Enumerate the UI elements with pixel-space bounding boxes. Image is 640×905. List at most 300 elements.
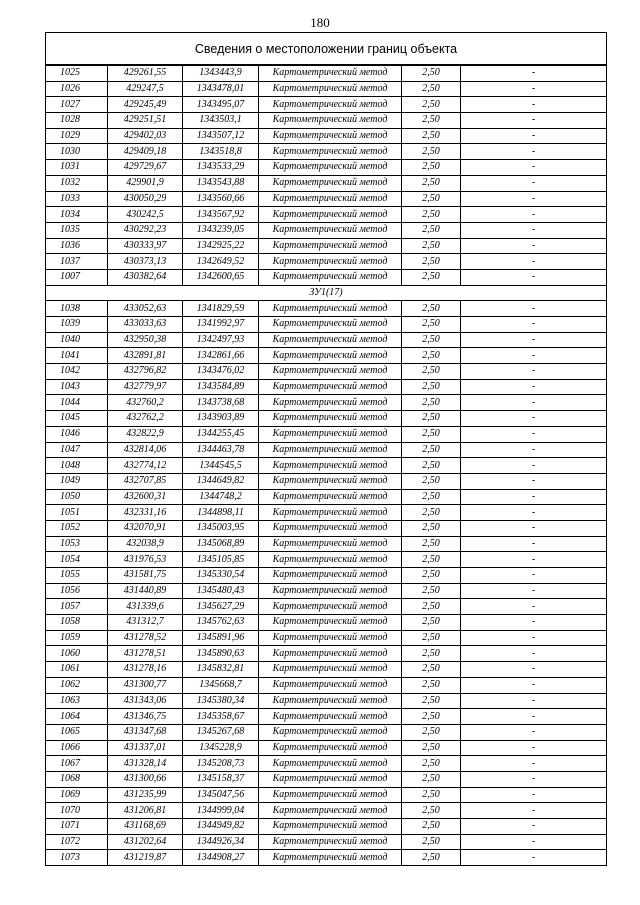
method-cell: Картометрический метод <box>259 834 402 850</box>
point-number-cell: 1069 <box>46 787 108 803</box>
x-coordinate-cell: 431337,01 <box>108 740 183 756</box>
method-cell: Картометрический метод <box>259 787 402 803</box>
y-coordinate-cell: 1345762,63 <box>183 615 259 631</box>
y-coordinate-cell: 1344999,04 <box>183 803 259 819</box>
x-coordinate-cell: 433052,63 <box>108 301 183 317</box>
table-row <box>46 803 607 819</box>
y-coordinate-cell: 1345047,56 <box>183 787 259 803</box>
y-coordinate-cell: 1343543,88 <box>183 175 259 191</box>
description-cell: - <box>461 819 607 835</box>
precision-cell: 2,50 <box>402 646 461 662</box>
y-coordinate-cell: 1344255,45 <box>183 426 259 442</box>
section-group <box>46 285 607 301</box>
method-cell: Картометрический метод <box>259 411 402 427</box>
precision-cell: 2,50 <box>402 489 461 505</box>
description-cell: - <box>461 301 607 317</box>
y-coordinate-cell: 1343478,01 <box>183 81 259 97</box>
method-cell: Картометрический метод <box>259 803 402 819</box>
method-cell: Картометрический метод <box>259 97 402 113</box>
precision-cell: 2,50 <box>402 128 461 144</box>
x-coordinate-cell: 431300,77 <box>108 677 183 693</box>
y-coordinate-cell: 1341829,59 <box>183 301 259 317</box>
x-coordinate-cell: 432779,97 <box>108 379 183 395</box>
method-cell: Картометрический метод <box>259 207 402 223</box>
precision-cell: 2,50 <box>402 191 461 207</box>
y-coordinate-cell: 1343503,1 <box>183 113 259 129</box>
coordinates-table <box>45 65 607 866</box>
table-row <box>46 850 607 866</box>
description-cell: - <box>461 693 607 709</box>
precision-cell: 2,50 <box>402 803 461 819</box>
page-number: 180 <box>310 15 330 30</box>
x-coordinate-cell: 429402,03 <box>108 128 183 144</box>
y-coordinate-cell: 1344463,78 <box>183 442 259 458</box>
x-coordinate-cell: 432950,38 <box>108 332 183 348</box>
description-cell: - <box>461 191 607 207</box>
y-coordinate-cell: 1343584,89 <box>183 379 259 395</box>
method-cell: Картометрический метод <box>259 850 402 866</box>
precision-cell: 2,50 <box>402 693 461 709</box>
precision-cell: 2,50 <box>402 395 461 411</box>
method-cell: Картометрический метод <box>259 269 402 285</box>
x-coordinate-cell: 430292,23 <box>108 222 183 238</box>
precision-cell: 2,50 <box>402 175 461 191</box>
table-row <box>46 740 607 756</box>
x-coordinate-cell: 429251,51 <box>108 113 183 129</box>
point-number-cell: 1040 <box>46 332 108 348</box>
y-coordinate-cell: 1345668,7 <box>183 677 259 693</box>
method-cell: Картометрический метод <box>259 646 402 662</box>
table-row <box>46 348 607 364</box>
description-cell: - <box>461 489 607 505</box>
y-coordinate-cell: 1344748,2 <box>183 489 259 505</box>
method-cell: Картометрический метод <box>259 426 402 442</box>
point-number-cell: 1065 <box>46 724 108 740</box>
x-coordinate-cell: 430333,97 <box>108 238 183 254</box>
y-coordinate-cell: 1343903,89 <box>183 411 259 427</box>
point-number-cell: 1025 <box>46 66 108 82</box>
description-cell: - <box>461 787 607 803</box>
method-cell: Картометрический метод <box>259 317 402 333</box>
point-number-cell: 1038 <box>46 301 108 317</box>
precision-cell: 2,50 <box>402 819 461 835</box>
point-number-cell: 1051 <box>46 505 108 521</box>
method-cell: Картометрический метод <box>259 66 402 82</box>
x-coordinate-cell: 431278,52 <box>108 630 183 646</box>
description-cell: - <box>461 97 607 113</box>
y-coordinate-cell: 1345228,9 <box>183 740 259 756</box>
precision-cell: 2,50 <box>402 113 461 129</box>
table-row <box>46 536 607 552</box>
description-cell: - <box>461 175 607 191</box>
point-number-cell: 1071 <box>46 819 108 835</box>
method-cell: Картометрический метод <box>259 740 402 756</box>
rows-group-b <box>46 301 607 866</box>
point-number-cell: 1053 <box>46 536 108 552</box>
precision-cell: 2,50 <box>402 301 461 317</box>
y-coordinate-cell: 1345890,63 <box>183 646 259 662</box>
method-cell: Картометрический метод <box>259 662 402 678</box>
table-row <box>46 411 607 427</box>
description-cell: - <box>461 144 607 160</box>
y-coordinate-cell: 1345208,73 <box>183 756 259 772</box>
table-row <box>46 97 607 113</box>
y-coordinate-cell: 1343533,29 <box>183 160 259 176</box>
x-coordinate-cell: 431206,81 <box>108 803 183 819</box>
point-number-cell: 1044 <box>46 395 108 411</box>
table-row <box>46 113 607 129</box>
x-coordinate-cell: 429729,67 <box>108 160 183 176</box>
precision-cell: 2,50 <box>402 254 461 270</box>
y-coordinate-cell: 1342925,22 <box>183 238 259 254</box>
point-number-cell: 1057 <box>46 599 108 615</box>
x-coordinate-cell: 432774,12 <box>108 458 183 474</box>
table-row <box>46 599 607 615</box>
method-cell: Картометрический метод <box>259 379 402 395</box>
table-row <box>46 160 607 176</box>
x-coordinate-cell: 432891,81 <box>108 348 183 364</box>
description-cell: - <box>461 238 607 254</box>
method-cell: Картометрический метод <box>259 505 402 521</box>
y-coordinate-cell: 1345480,43 <box>183 583 259 599</box>
x-coordinate-cell: 432760,2 <box>108 395 183 411</box>
point-number-cell: 1049 <box>46 473 108 489</box>
description-cell: - <box>461 81 607 97</box>
description-cell: - <box>461 395 607 411</box>
section-label: ЗУ1(17) <box>46 285 607 301</box>
precision-cell: 2,50 <box>402 207 461 223</box>
table-row <box>46 269 607 285</box>
section-row <box>46 285 607 301</box>
method-cell: Картометрический метод <box>259 254 402 270</box>
point-number-cell: 1063 <box>46 693 108 709</box>
precision-cell: 2,50 <box>402 144 461 160</box>
y-coordinate-cell: 1345003,95 <box>183 520 259 536</box>
description-cell: - <box>461 724 607 740</box>
description-cell: - <box>461 803 607 819</box>
description-cell: - <box>461 646 607 662</box>
precision-cell: 2,50 <box>402 520 461 536</box>
method-cell: Картометрический метод <box>259 160 402 176</box>
point-number-cell: 1042 <box>46 364 108 380</box>
point-number-cell: 1046 <box>46 426 108 442</box>
precision-cell: 2,50 <box>402 348 461 364</box>
table-row <box>46 771 607 787</box>
y-coordinate-cell: 1343518,8 <box>183 144 259 160</box>
table-row <box>46 583 607 599</box>
method-cell: Картометрический метод <box>259 819 402 835</box>
y-coordinate-cell: 1344898,11 <box>183 505 259 521</box>
precision-cell: 2,50 <box>402 630 461 646</box>
precision-cell: 2,50 <box>402 536 461 552</box>
rows-group-a <box>46 66 607 286</box>
table-row <box>46 81 607 97</box>
precision-cell: 2,50 <box>402 458 461 474</box>
table-row <box>46 191 607 207</box>
y-coordinate-cell: 1345358,67 <box>183 709 259 725</box>
point-number-cell: 1007 <box>46 269 108 285</box>
description-cell: - <box>461 505 607 521</box>
method-cell: Картометрический метод <box>259 222 402 238</box>
precision-cell: 2,50 <box>402 317 461 333</box>
table-row <box>46 662 607 678</box>
table-row <box>46 756 607 772</box>
precision-cell: 2,50 <box>402 332 461 348</box>
y-coordinate-cell: 1343738,68 <box>183 395 259 411</box>
x-coordinate-cell: 431278,16 <box>108 662 183 678</box>
y-coordinate-cell: 1345267,68 <box>183 724 259 740</box>
x-coordinate-cell: 431328,14 <box>108 756 183 772</box>
x-coordinate-cell: 431278,51 <box>108 646 183 662</box>
table-row <box>46 693 607 709</box>
x-coordinate-cell: 432796,82 <box>108 364 183 380</box>
description-cell: - <box>461 615 607 631</box>
x-coordinate-cell: 430050,29 <box>108 191 183 207</box>
table-row <box>46 787 607 803</box>
description-cell: - <box>461 520 607 536</box>
y-coordinate-cell: 1342600,65 <box>183 269 259 285</box>
method-cell: Картометрический метод <box>259 238 402 254</box>
point-number-cell: 1027 <box>46 97 108 113</box>
table-row <box>46 630 607 646</box>
table-row <box>46 364 607 380</box>
point-number-cell: 1035 <box>46 222 108 238</box>
x-coordinate-cell: 432600,31 <box>108 489 183 505</box>
x-coordinate-cell: 431976,53 <box>108 552 183 568</box>
description-cell: - <box>461 536 607 552</box>
precision-cell: 2,50 <box>402 66 461 82</box>
precision-cell: 2,50 <box>402 568 461 584</box>
description-cell: - <box>461 834 607 850</box>
point-number-cell: 1055 <box>46 568 108 584</box>
description-cell: - <box>461 160 607 176</box>
table-row <box>46 175 607 191</box>
y-coordinate-cell: 1344949,82 <box>183 819 259 835</box>
y-coordinate-cell: 1343443,9 <box>183 66 259 82</box>
x-coordinate-cell: 432038,9 <box>108 536 183 552</box>
method-cell: Картометрический метод <box>259 473 402 489</box>
description-cell: - <box>461 442 607 458</box>
description-cell: - <box>461 379 607 395</box>
x-coordinate-cell: 429901,9 <box>108 175 183 191</box>
y-coordinate-cell: 1345380,34 <box>183 693 259 709</box>
description-cell: - <box>461 756 607 772</box>
table-row <box>46 520 607 536</box>
precision-cell: 2,50 <box>402 97 461 113</box>
precision-cell: 2,50 <box>402 81 461 97</box>
y-coordinate-cell: 1344926,34 <box>183 834 259 850</box>
method-cell: Картометрический метод <box>259 301 402 317</box>
y-coordinate-cell: 1341992,97 <box>183 317 259 333</box>
method-cell: Картометрический метод <box>259 630 402 646</box>
table-row <box>46 379 607 395</box>
point-number-cell: 1066 <box>46 740 108 756</box>
method-cell: Картометрический метод <box>259 81 402 97</box>
table-header: Сведения о местоположении границ объекта <box>45 32 607 65</box>
x-coordinate-cell: 431235,99 <box>108 787 183 803</box>
y-coordinate-cell: 1343560,66 <box>183 191 259 207</box>
table-row <box>46 646 607 662</box>
y-coordinate-cell: 1344649,82 <box>183 473 259 489</box>
x-coordinate-cell: 430373,13 <box>108 254 183 270</box>
point-number-cell: 1061 <box>46 662 108 678</box>
method-cell: Картометрический метод <box>259 756 402 772</box>
description-cell: - <box>461 364 607 380</box>
description-cell: - <box>461 677 607 693</box>
point-number-cell: 1037 <box>46 254 108 270</box>
point-number-cell: 1031 <box>46 160 108 176</box>
x-coordinate-cell: 431347,68 <box>108 724 183 740</box>
method-cell: Картометрический метод <box>259 536 402 552</box>
precision-cell: 2,50 <box>402 364 461 380</box>
description-cell: - <box>461 66 607 82</box>
description-cell: - <box>461 332 607 348</box>
point-number-cell: 1068 <box>46 771 108 787</box>
point-number-cell: 1026 <box>46 81 108 97</box>
y-coordinate-cell: 1345158,37 <box>183 771 259 787</box>
y-coordinate-cell: 1343239,05 <box>183 222 259 238</box>
table-row <box>46 568 607 584</box>
precision-cell: 2,50 <box>402 771 461 787</box>
precision-cell: 2,50 <box>402 740 461 756</box>
precision-cell: 2,50 <box>402 426 461 442</box>
method-cell: Картометрический метод <box>259 442 402 458</box>
y-coordinate-cell: 1343495,07 <box>183 97 259 113</box>
method-cell: Картометрический метод <box>259 128 402 144</box>
table-row <box>46 458 607 474</box>
description-cell: - <box>461 128 607 144</box>
table-row <box>46 238 607 254</box>
precision-cell: 2,50 <box>402 583 461 599</box>
description-cell: - <box>461 207 607 223</box>
precision-cell: 2,50 <box>402 222 461 238</box>
boundary-table <box>45 32 607 866</box>
precision-cell: 2,50 <box>402 411 461 427</box>
x-coordinate-cell: 429409,18 <box>108 144 183 160</box>
point-number-cell: 1033 <box>46 191 108 207</box>
description-cell: - <box>461 473 607 489</box>
point-number-cell: 1073 <box>46 850 108 866</box>
table-row <box>46 128 607 144</box>
y-coordinate-cell: 1345627,29 <box>183 599 259 615</box>
point-number-cell: 1059 <box>46 630 108 646</box>
point-number-cell: 1072 <box>46 834 108 850</box>
x-coordinate-cell: 431346,75 <box>108 709 183 725</box>
method-cell: Картометрический метод <box>259 693 402 709</box>
method-cell: Картометрический метод <box>259 552 402 568</box>
table-row <box>46 615 607 631</box>
point-number-cell: 1062 <box>46 677 108 693</box>
precision-cell: 2,50 <box>402 599 461 615</box>
precision-cell: 2,50 <box>402 677 461 693</box>
method-cell: Картометрический метод <box>259 395 402 411</box>
method-cell: Картометрический метод <box>259 113 402 129</box>
table-row <box>46 144 607 160</box>
point-number-cell: 1054 <box>46 552 108 568</box>
precision-cell: 2,50 <box>402 238 461 254</box>
x-coordinate-cell: 431219,87 <box>108 850 183 866</box>
y-coordinate-cell: 1345330,54 <box>183 568 259 584</box>
table-row <box>46 332 607 348</box>
table-row <box>46 301 607 317</box>
table-row <box>46 489 607 505</box>
y-coordinate-cell: 1345832,81 <box>183 662 259 678</box>
method-cell: Картометрический метод <box>259 615 402 631</box>
point-number-cell: 1032 <box>46 175 108 191</box>
description-cell: - <box>461 740 607 756</box>
precision-cell: 2,50 <box>402 850 461 866</box>
x-coordinate-cell: 431300,66 <box>108 771 183 787</box>
description-cell: - <box>461 348 607 364</box>
method-cell: Картометрический метод <box>259 724 402 740</box>
x-coordinate-cell: 432070,91 <box>108 520 183 536</box>
x-coordinate-cell: 432762,2 <box>108 411 183 427</box>
point-number-cell: 1056 <box>46 583 108 599</box>
precision-cell: 2,50 <box>402 473 461 489</box>
table-row <box>46 207 607 223</box>
description-cell: - <box>461 583 607 599</box>
x-coordinate-cell: 429261,55 <box>108 66 183 82</box>
method-cell: Картометрический метод <box>259 520 402 536</box>
x-coordinate-cell: 431312,7 <box>108 615 183 631</box>
y-coordinate-cell: 1345105,85 <box>183 552 259 568</box>
precision-cell: 2,50 <box>402 724 461 740</box>
method-cell: Картометрический метод <box>259 332 402 348</box>
description-cell: - <box>461 709 607 725</box>
description-cell: - <box>461 113 607 129</box>
point-number-cell: 1030 <box>46 144 108 160</box>
description-cell: - <box>461 426 607 442</box>
x-coordinate-cell: 429245,49 <box>108 97 183 113</box>
precision-cell: 2,50 <box>402 160 461 176</box>
point-number-cell: 1045 <box>46 411 108 427</box>
precision-cell: 2,50 <box>402 662 461 678</box>
table-row <box>46 709 607 725</box>
description-cell: - <box>461 222 607 238</box>
description-cell: - <box>461 458 607 474</box>
description-cell: - <box>461 662 607 678</box>
precision-cell: 2,50 <box>402 442 461 458</box>
point-number-cell: 1029 <box>46 128 108 144</box>
method-cell: Картометрический метод <box>259 489 402 505</box>
precision-cell: 2,50 <box>402 756 461 772</box>
method-cell: Картометрический метод <box>259 568 402 584</box>
table-row <box>46 222 607 238</box>
point-number-cell: 1048 <box>46 458 108 474</box>
point-number-cell: 1060 <box>46 646 108 662</box>
x-coordinate-cell: 432331,16 <box>108 505 183 521</box>
table-row <box>46 317 607 333</box>
precision-cell: 2,50 <box>402 552 461 568</box>
method-cell: Картометрический метод <box>259 771 402 787</box>
y-coordinate-cell: 1344908,27 <box>183 850 259 866</box>
x-coordinate-cell: 431343,06 <box>108 693 183 709</box>
point-number-cell: 1067 <box>46 756 108 772</box>
x-coordinate-cell: 431440,89 <box>108 583 183 599</box>
x-coordinate-cell: 429247,5 <box>108 81 183 97</box>
method-cell: Картометрический метод <box>259 144 402 160</box>
method-cell: Картометрический метод <box>259 709 402 725</box>
method-cell: Картометрический метод <box>259 191 402 207</box>
description-cell: - <box>461 771 607 787</box>
table-row <box>46 473 607 489</box>
point-number-cell: 1052 <box>46 520 108 536</box>
y-coordinate-cell: 1342497,93 <box>183 332 259 348</box>
table-row <box>46 724 607 740</box>
y-coordinate-cell: 1344545,5 <box>183 458 259 474</box>
x-coordinate-cell: 431581,75 <box>108 568 183 584</box>
table-row <box>46 66 607 82</box>
